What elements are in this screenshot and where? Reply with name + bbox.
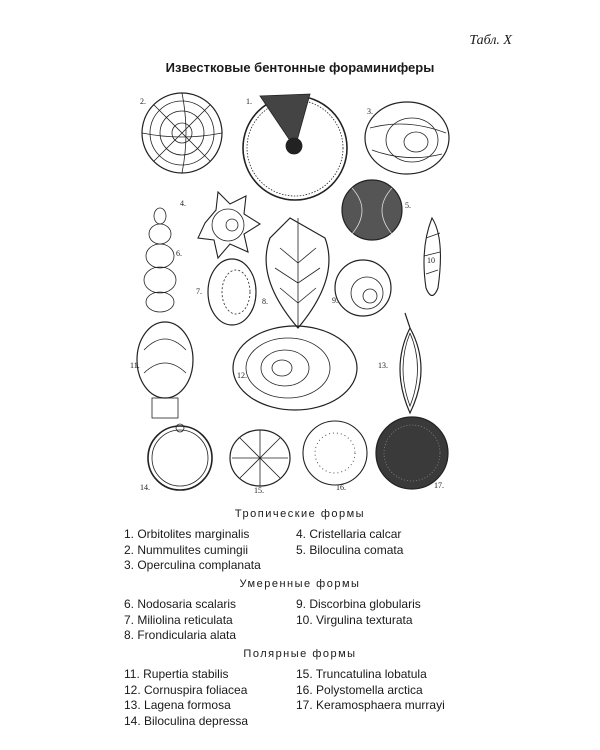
- figure-number: 9.: [332, 296, 338, 305]
- species-item: 17. Keramosphaera murrayi: [296, 698, 445, 712]
- figure-6-nodosaria: [144, 208, 176, 312]
- page-title: Известковые бентонные фораминиферы: [165, 60, 435, 75]
- species-item: 1. Orbitolites marginalis: [124, 527, 250, 541]
- figure-number: 15.: [254, 486, 264, 495]
- species-item: 8. Frondicularia alata: [124, 628, 237, 642]
- species-item: 6. Nodosaria scalaris: [124, 597, 237, 611]
- figure-11-rupertia: [137, 322, 193, 418]
- plate-label: Табл. X: [469, 33, 512, 48]
- figure-number: 1.: [246, 97, 252, 106]
- figure-number: 10: [427, 256, 435, 265]
- figure-number: 2.: [140, 97, 146, 106]
- species-item: 15. Truncatulina lobatula: [296, 667, 427, 681]
- figure-14-biloculina-depressa: [148, 424, 212, 490]
- figure-13-lagena: [400, 313, 421, 413]
- section-title-tropical: Тропические формы: [234, 508, 366, 520]
- figure-number: 3.: [367, 107, 373, 116]
- species-list-tropical-col2: [296, 527, 403, 558]
- figure-number: 11.: [130, 361, 140, 370]
- figure-number: 14.: [140, 483, 150, 492]
- figure-number: 12.: [237, 371, 247, 380]
- figure-number: 7.: [196, 287, 202, 296]
- figure-number: 13.: [378, 361, 388, 370]
- species-item: 16. Polystomella arctica: [296, 682, 423, 697]
- figure-number: 8.: [262, 297, 268, 306]
- species-item: 7. Miliolina reticulata: [124, 612, 233, 627]
- figure-number: 5.: [405, 201, 411, 210]
- figure-number: 6.: [176, 249, 182, 258]
- section-title-polar: Полярные формы: [243, 648, 357, 660]
- species-item: 4. Cristellaria calcar: [296, 527, 402, 541]
- species-item: 9. Discorbina globularis: [296, 597, 421, 611]
- species-item: 10. Virgulina texturata: [296, 612, 413, 627]
- figure-5-biloculina: [342, 180, 402, 240]
- foraminifera-plate-illustration: [120, 88, 470, 498]
- figure-3-operculina: [365, 102, 449, 174]
- species-item: 5. Biloculina comata: [296, 542, 404, 557]
- species-item: 11. Rupertia stabilis: [124, 667, 229, 681]
- figure-9-discorbina: [335, 260, 391, 316]
- plate-drawing: [120, 88, 470, 498]
- species-item: 2. Nummulites cumingii: [124, 542, 249, 557]
- species-item: 13. Lagena formosa: [124, 698, 231, 712]
- species-list-tropical-col1: [124, 527, 261, 574]
- figure-2-nummulites: [142, 93, 222, 173]
- figure-number: 16.: [336, 483, 346, 492]
- species-list-temperate-col2: [296, 597, 421, 628]
- figure-1-orbitolites: [243, 94, 347, 200]
- species-list-polar-col2: [296, 667, 445, 714]
- figure-8-frondicularia: [266, 218, 329, 328]
- figure-4-cristellaria: [198, 192, 260, 258]
- figure-12-cornuspira: [233, 326, 357, 410]
- figure-number: 17.: [434, 481, 444, 490]
- figure-15-truncatulina: [230, 430, 290, 486]
- figure-17-keramosphaera: [376, 417, 448, 489]
- section-title-temperate: Умеренные формы: [239, 578, 361, 590]
- species-list-polar-col1: [124, 667, 248, 729]
- figure-7-miliolina: [208, 259, 256, 325]
- species-item: 3. Operculina complanata: [124, 558, 261, 572]
- figure-number: 4.: [180, 199, 186, 208]
- species-list-temperate-col1: [124, 597, 236, 644]
- species-item: 14. Biloculina depressa: [124, 713, 249, 728]
- figure-16-polystomella: [303, 421, 367, 485]
- species-item: 12. Cornuspira foliacea: [124, 682, 248, 697]
